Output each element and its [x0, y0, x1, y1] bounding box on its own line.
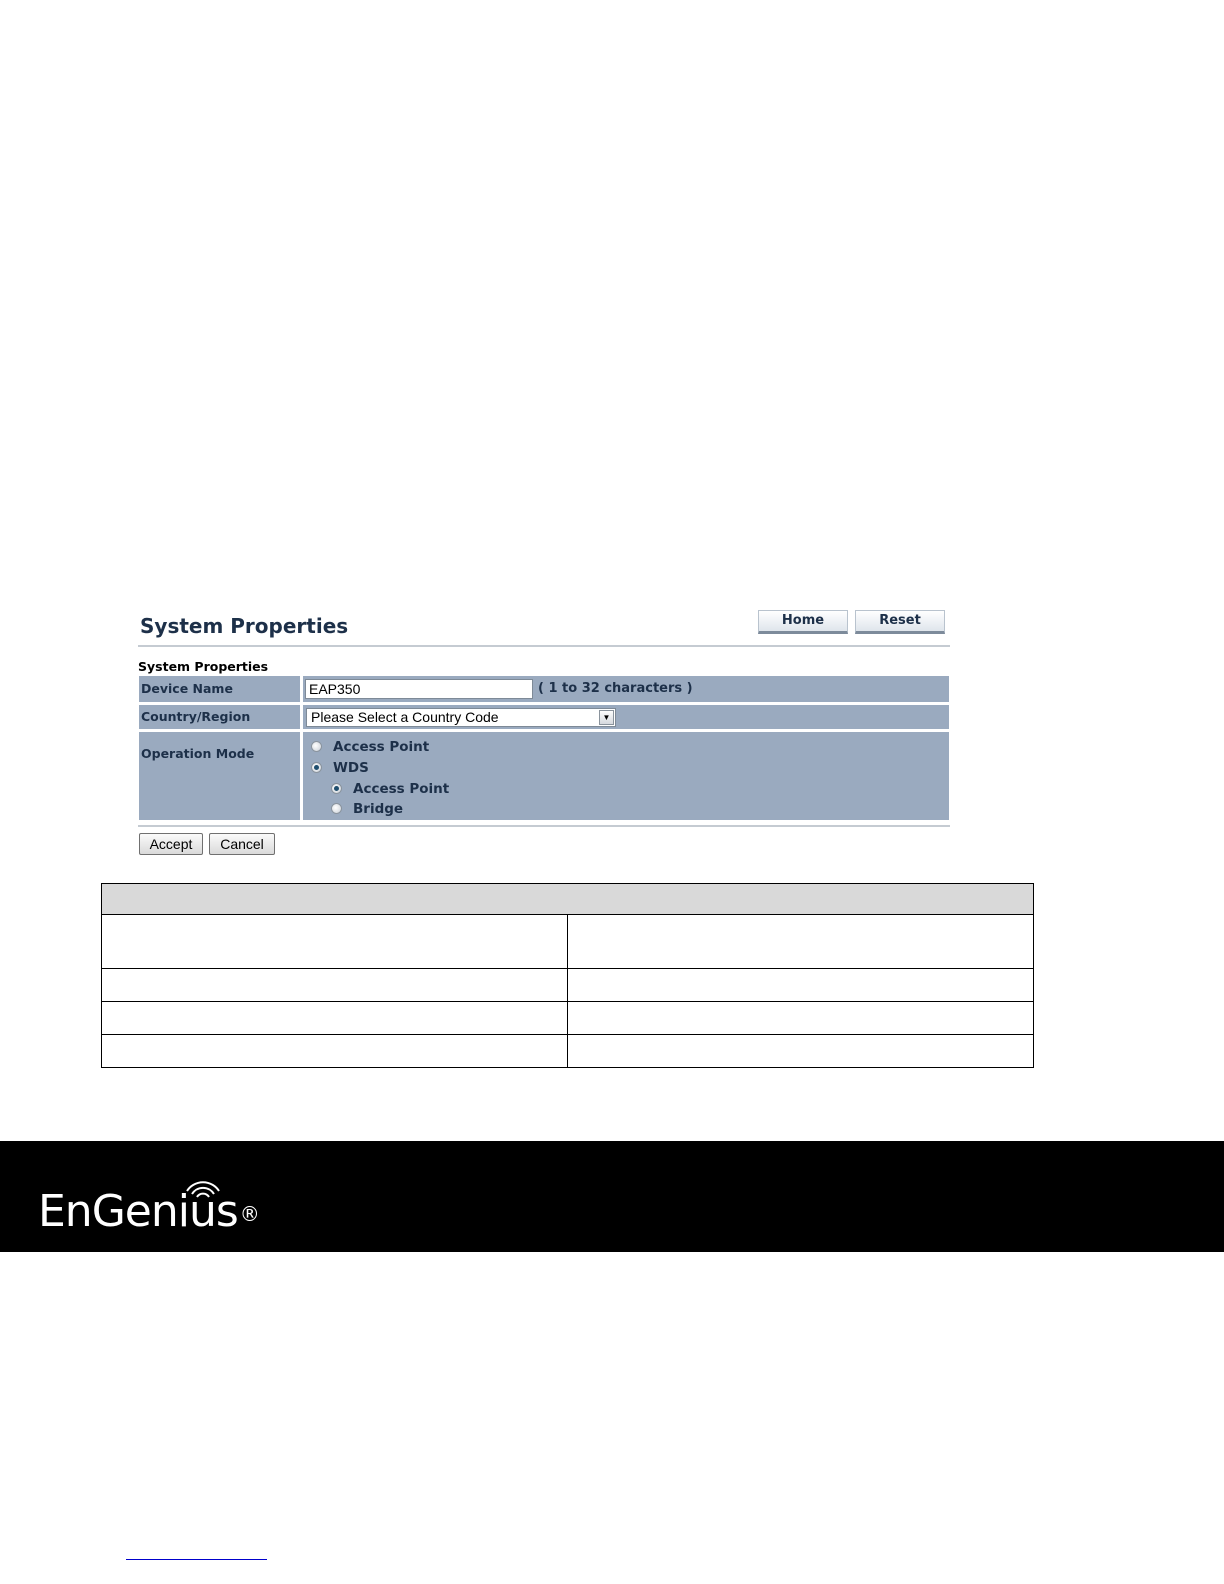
- chevron-down-icon[interactable]: ▼: [599, 710, 614, 725]
- country-region-cell: [303, 705, 949, 729]
- table-row: [102, 1035, 1034, 1068]
- radio-checked-icon[interactable]: [311, 762, 322, 773]
- country-code-selected: Please Select a Country Code: [311, 709, 499, 725]
- reset-button[interactable]: Reset: [855, 610, 945, 634]
- table-header-row: [102, 884, 1034, 915]
- table-cell: [568, 915, 1034, 969]
- radio-label: Access Point: [333, 739, 430, 755]
- operation-mode-label: Operation Mode: [139, 732, 300, 820]
- table-cell: [568, 1035, 1034, 1068]
- device-name-label: Device Name: [139, 676, 300, 702]
- device-name-hint: ( 1 to 32 characters ): [538, 681, 693, 696]
- footer-banner: [0, 1141, 1224, 1252]
- section-label: System Properties: [138, 659, 269, 674]
- table-cell: [102, 969, 568, 1002]
- country-region-label: Country/Region: [139, 705, 300, 729]
- radio-unchecked-icon[interactable]: [331, 803, 342, 814]
- accept-button[interactable]: Accept: [139, 833, 203, 855]
- table-row: [102, 1002, 1034, 1035]
- table-cell: [102, 1002, 568, 1035]
- device-name-input[interactable]: EAP350: [305, 679, 533, 699]
- engenius-logo: [38, 1187, 259, 1237]
- cancel-button[interactable]: Cancel: [209, 833, 275, 855]
- system-properties-panel: [138, 606, 950, 864]
- description-table: [101, 883, 1034, 1068]
- radio-label: Bridge: [353, 801, 404, 817]
- device-name-cell: [303, 676, 949, 702]
- link-underline: [126, 1559, 267, 1560]
- table-header-cell: [102, 884, 1034, 915]
- radio-label: Access Point: [353, 781, 450, 797]
- wifi-waves-icon: [184, 1177, 222, 1199]
- radio-checked-icon[interactable]: [331, 783, 342, 794]
- registered-mark: ®: [239, 1202, 259, 1226]
- divider: [138, 645, 950, 647]
- table-cell: [568, 1002, 1034, 1035]
- country-code-select[interactable]: [306, 708, 616, 727]
- table-row: [102, 969, 1034, 1002]
- logo-text: EnGenius: [38, 1186, 238, 1237]
- table-cell: [102, 915, 568, 969]
- page-title: System Properties: [140, 614, 349, 638]
- table-cell: [568, 969, 1034, 1002]
- operation-mode-cell: [303, 732, 949, 820]
- divider: [138, 825, 950, 827]
- table-row: [102, 915, 1034, 969]
- radio-unchecked-icon[interactable]: [311, 741, 322, 752]
- radio-label: WDS: [333, 760, 369, 776]
- home-button[interactable]: Home: [758, 610, 848, 634]
- table-cell: [102, 1035, 568, 1068]
